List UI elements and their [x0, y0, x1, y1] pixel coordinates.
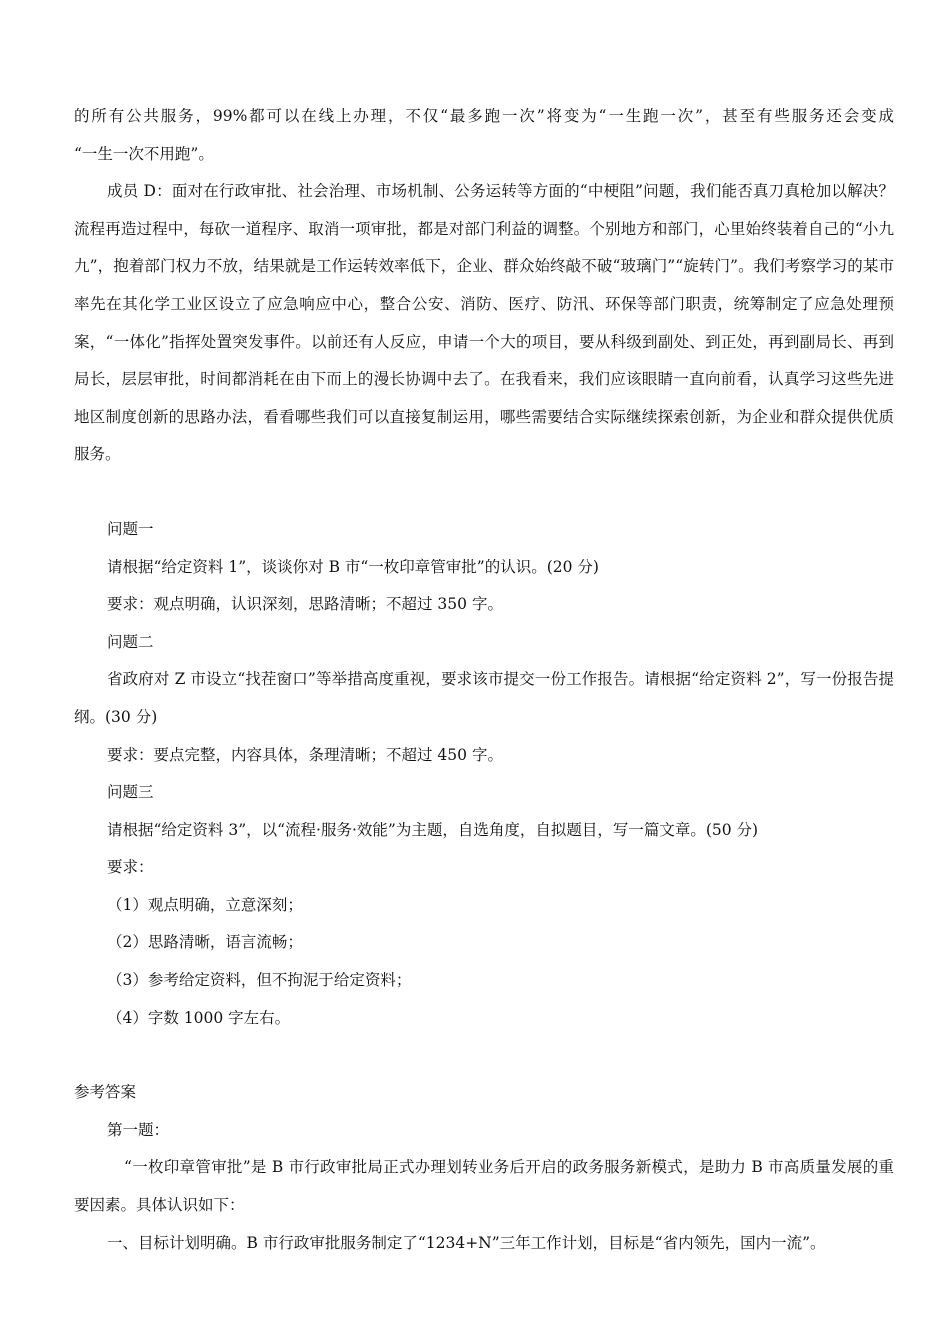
question-2-text: 省政府对 Z 市设立“找茬窗口”等举措高度重视，要求该市提交一份工作报告。请根据“给定资料 2”，写一份报告提纲。(30 分): [74, 670, 894, 726]
question-3-requirement-label: 要求：: [107, 858, 154, 877]
question-2-title: 问题二: [107, 632, 154, 651]
question-2-requirement: 要求：要点完整，内容具体，条理清晰；不超过 450 字。: [107, 745, 503, 764]
question-3-requirement-item: （3）参考给定资料，但不拘泥于给定资料；: [107, 971, 412, 990]
question-1-requirement: 要求：观点明确，认识深刻，思路清晰；不超过 350 字。: [107, 595, 503, 614]
material-member-d-paragraph: 成员 D：面对在行政审批、社会治理、市场机制、公务运转等方面的“中梗阻”问题，我们能否真刀真枪加以解决？流程再造过程中，每砍一道程序、取消一项审批，都是对部门利益的调整。个别地方和部门，心里始终装着自己的“小九九”，抱着部门权力不放，结果就是工作运转效率低下，企业、群众始终敲不破“玻璃门”“旋转门”。我们考察学习的某市率先在其化学工业区设立了应急响应中心，整合公安、消防、医疗、防汛、环保等部门职责，统筹制定了应急处理预案，“一体化”指挥处置突发事件。以前还有人反应，申请一个大的项目，要从科级到副处、到正处，再到副局长、再到局长，层层审批，时间都消耗在由下而上的漫长协调中去了。在我看来，我们应该眼睛一直向前看，认真学习这些先进地区制度创新的思路办法，看看哪些我们可以直接复制运用，哪些需要结合实际继续探索创新，为企业和群众提供优质服务。: [74, 182, 894, 464]
material-continued-line2: “一生一次不用跑”。: [74, 144, 214, 163]
answer-first-label: 第一题：: [107, 1120, 170, 1139]
question-3-requirement-item: （4）字数 1000 字左右。: [107, 1008, 291, 1027]
spacer: [74, 1037, 894, 1074]
question-3-requirement-item: （2）思路清晰，语言流畅；: [107, 933, 303, 952]
spacer: [74, 474, 894, 511]
question-1-title: 问题一: [107, 519, 154, 538]
material-continued-line1: 的所有公共服务，99%都可以在线上办理，不仅“最多跑一次”将变为“一生跑一次”，甚至有些服务还会变成: [74, 107, 894, 125]
answer-point-1: 一、目标计划明确。B 市行政审批服务制定了“1234+N”三年工作计划，目标是“省内领先，国内一流”。: [107, 1233, 826, 1252]
question-3-requirement-item: （1）观点明确，立意深刻；: [107, 895, 303, 914]
question-3-text: 请根据“给定资料 3”，以“流程·服务·效能”为主题，自选角度，自拟题目，写一篇文章。(50 分): [107, 820, 759, 839]
document-page: [74, 98, 894, 1262]
question-1-text: 请根据“给定资料 1”，谈谈你对 B 市“一枚印章管审批”的认识。(20 分): [107, 557, 599, 576]
answer-intro-paragraph: “一枚印章管审批”是 B 市行政审批局正式办理划转业务后开启的政务服务新模式，是助力 B 市高质量发展的重要因素。具体认识如下：: [74, 1158, 894, 1215]
question-3-title: 问题三: [107, 783, 154, 802]
answer-heading: 参考答案: [74, 1083, 137, 1102]
